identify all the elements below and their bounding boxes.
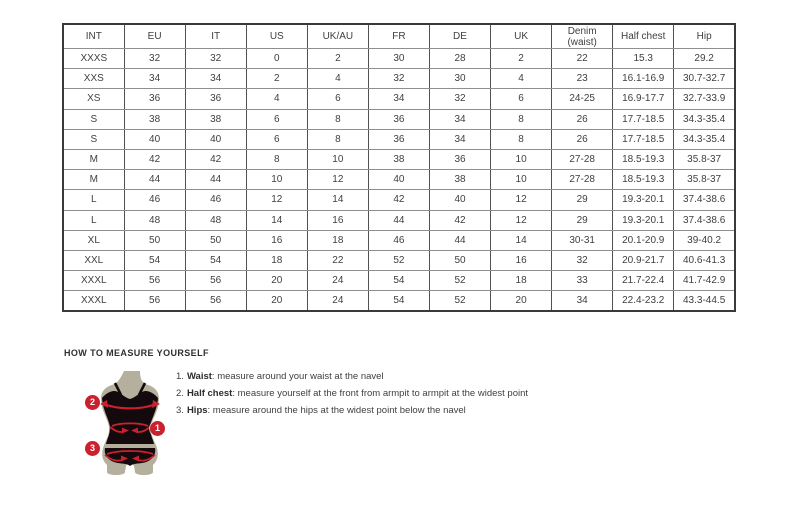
size-cell: 43.3-44.5 (674, 291, 735, 312)
size-cell: 40 (124, 129, 185, 149)
size-cell: XXXL (63, 271, 124, 291)
measure-step-hips (176, 405, 528, 416)
size-cell: 12 (491, 210, 552, 230)
size-cell: 6 (491, 89, 552, 109)
step-number: 2. (176, 387, 184, 399)
size-cell: 35.8-37 (674, 149, 735, 169)
size-cell: 30 (429, 69, 490, 89)
size-cell: 54 (368, 271, 429, 291)
header-cell: UK/AU (307, 24, 368, 49)
size-cell: 12 (307, 170, 368, 190)
size-cell: 38 (368, 149, 429, 169)
size-cell: 2 (491, 49, 552, 69)
size-cell: 32 (429, 89, 490, 109)
step-term: Hips (186, 404, 208, 416)
size-cell: 50 (429, 250, 490, 270)
size-cell: 46 (124, 190, 185, 210)
size-cell: 56 (124, 291, 185, 312)
size-cell: 32 (552, 250, 613, 270)
size-cell: 44 (124, 170, 185, 190)
header-cell: UK (491, 24, 552, 49)
size-cell: 12 (491, 190, 552, 210)
step-description: : measure yourself at the front from armpit to armpit at the widest point (232, 387, 529, 399)
size-cell: XXL (63, 250, 124, 270)
measure-steps (176, 371, 528, 421)
size-cell: 46 (368, 230, 429, 250)
size-cell: 34 (429, 109, 490, 129)
size-cell: 0 (246, 49, 307, 69)
size-cell: 17.7-18.5 (613, 129, 674, 149)
size-cell: 44 (185, 170, 246, 190)
size-cell: 52 (368, 250, 429, 270)
size-cell: 23 (552, 69, 613, 89)
size-cell: 24-25 (552, 89, 613, 109)
size-cell: 8 (307, 129, 368, 149)
size-cell: 38 (429, 170, 490, 190)
size-cell: 16 (246, 230, 307, 250)
size-cell: 37.4-38.6 (674, 190, 735, 210)
size-cell: 42 (429, 210, 490, 230)
size-cell: 15.3 (613, 49, 674, 69)
size-cell: 30.7-32.7 (674, 69, 735, 89)
badge-half-chest: 2 (85, 395, 100, 410)
size-cell: 30 (368, 49, 429, 69)
size-cell: 44 (368, 210, 429, 230)
table-row (63, 89, 735, 109)
size-cell: 29.2 (674, 49, 735, 69)
size-cell: 20 (246, 291, 307, 312)
header-cell: US (246, 24, 307, 49)
size-cell: 4 (491, 69, 552, 89)
size-cell: 18.5-19.3 (613, 149, 674, 169)
measure-step-half-chest (176, 388, 528, 399)
size-cell: 10 (246, 170, 307, 190)
size-cell: 8 (246, 149, 307, 169)
size-cell: 26 (552, 129, 613, 149)
size-cell: 28 (429, 49, 490, 69)
size-cell: 36 (368, 129, 429, 149)
size-cell: 50 (124, 230, 185, 250)
size-cell: 30-31 (552, 230, 613, 250)
size-cell: 19.3-20.1 (613, 210, 674, 230)
size-cell: 56 (185, 271, 246, 291)
size-cell: 20 (491, 291, 552, 312)
size-cell: 56 (185, 291, 246, 312)
size-cell: 16.1-16.9 (613, 69, 674, 89)
size-cell: 4 (246, 89, 307, 109)
size-cell: 54 (185, 250, 246, 270)
size-cell: 34 (124, 69, 185, 89)
size-cell: 34 (552, 291, 613, 312)
size-cell: 42 (185, 149, 246, 169)
size-cell: S (63, 129, 124, 149)
header-cell: FR (368, 24, 429, 49)
size-cell: 19.3-20.1 (613, 190, 674, 210)
size-cell: 32 (124, 49, 185, 69)
size-cell: 10 (307, 149, 368, 169)
size-cell: 24 (307, 271, 368, 291)
header-cell: DE (429, 24, 490, 49)
size-cell: 22 (307, 250, 368, 270)
size-cell: 27-28 (552, 149, 613, 169)
measure-section-title: HOW TO MEASURE YOURSELF (64, 348, 209, 358)
size-cell: 40 (368, 170, 429, 190)
size-cell: 14 (491, 230, 552, 250)
header-cell: EU (124, 24, 185, 49)
size-cell: XXXS (63, 49, 124, 69)
size-cell: 35.8-37 (674, 170, 735, 190)
size-cell: 2 (307, 49, 368, 69)
size-cell: M (63, 170, 124, 190)
size-cell: 36 (185, 89, 246, 109)
size-cell: 16.9-17.7 (613, 89, 674, 109)
size-cell: 24 (307, 291, 368, 312)
size-cell: 8 (491, 109, 552, 129)
size-cell: 20.9-21.7 (613, 250, 674, 270)
table-row (63, 170, 735, 190)
size-cell: 38 (185, 109, 246, 129)
size-cell: 50 (185, 230, 246, 250)
size-cell: 44 (429, 230, 490, 250)
size-cell: 14 (246, 210, 307, 230)
size-chart-header (63, 24, 735, 49)
table-row (63, 109, 735, 129)
table-row (63, 291, 735, 312)
size-cell: 33 (552, 271, 613, 291)
step-number: 1. (176, 371, 184, 382)
step-term: Half chest (186, 387, 233, 399)
size-cell: 10 (491, 149, 552, 169)
size-cell: 34.3-35.4 (674, 129, 735, 149)
size-cell: 34 (368, 89, 429, 109)
size-cell: 21.7-22.4 (613, 271, 674, 291)
size-cell: XXXL (81, 295, 107, 307)
header-cell: Half chest (613, 24, 674, 49)
size-cell: 34.3-35.4 (674, 109, 735, 129)
step-number: 3. (176, 404, 184, 416)
size-cell: XS (63, 89, 124, 109)
size-cell: S (63, 109, 124, 129)
size-cell: 40.6-41.3 (674, 250, 735, 270)
measurement-figure (80, 369, 180, 477)
size-cell: 6 (246, 109, 307, 129)
size-cell: 22 (552, 49, 613, 69)
table-row (63, 129, 735, 149)
size-cell: 22.4-23.2 (613, 291, 674, 312)
step-description: : measure around your waist at the navel (211, 371, 384, 382)
size-cell: L (63, 210, 124, 230)
table-row (63, 149, 735, 169)
header-cell: Denim (waist) (552, 24, 613, 49)
table-row (63, 49, 735, 69)
size-cell: 18.5-19.3 (613, 170, 674, 190)
size-cell: 4 (307, 69, 368, 89)
header-cell: INT (63, 24, 124, 49)
size-cell: 38 (124, 109, 185, 129)
size-cell: 18 (307, 230, 368, 250)
size-cell: 40 (429, 190, 490, 210)
header-row (63, 24, 735, 49)
table-row (63, 210, 735, 230)
size-chart-table (62, 23, 736, 312)
size-cell: 32 (368, 69, 429, 89)
size-cell: 12 (246, 190, 307, 210)
size-cell: 36 (124, 89, 185, 109)
size-cell: 54 (124, 250, 185, 270)
size-cell: 34 (429, 129, 490, 149)
size-cell: 6 (246, 129, 307, 149)
header-cell: IT (185, 24, 246, 49)
size-cell: 52 (429, 271, 490, 291)
size-cell: 20 (246, 271, 307, 291)
size-cell: 6 (307, 89, 368, 109)
header-cell: Hip (674, 24, 735, 49)
size-cell: 48 (124, 210, 185, 230)
table-row (63, 230, 735, 250)
size-cell: 14 (307, 190, 368, 210)
size-cell: 26 (552, 109, 613, 129)
size-cell: 16 (307, 210, 368, 230)
size-cell: 54 (368, 291, 429, 312)
size-cell: 20.1-20.9 (613, 230, 674, 250)
size-cell: 34 (185, 69, 246, 89)
size-cell: 2 (246, 69, 307, 89)
size-cell: 16 (491, 250, 552, 270)
size-cell: 8 (307, 109, 368, 129)
table-row (63, 69, 735, 89)
size-cell: 10 (491, 170, 552, 190)
size-cell: 36 (368, 109, 429, 129)
table-row (63, 271, 735, 291)
size-cell: M (63, 149, 124, 169)
size-cell: 17.7-18.5 (613, 109, 674, 129)
size-cell: 41.7-42.9 (674, 271, 735, 291)
size-cell: 39-40.2 (674, 230, 735, 250)
size-cell: 18 (491, 271, 552, 291)
step-description: : measure around the hips at the widest point below the navel (207, 404, 466, 416)
table-row (63, 190, 735, 210)
size-cell: 42 (368, 190, 429, 210)
table-row (63, 250, 735, 270)
size-cell: 18 (246, 250, 307, 270)
size-cell: 40 (185, 129, 246, 149)
measure-step-waist (176, 371, 528, 382)
size-cell: 56 (124, 271, 185, 291)
size-cell: 29 (552, 210, 613, 230)
size-cell: 27-28 (552, 170, 613, 190)
size-cell: 29 (552, 190, 613, 210)
size-cell: 32.7-33.9 (674, 89, 735, 109)
size-cell: 8 (491, 129, 552, 149)
size-cell: 42 (124, 149, 185, 169)
size-cell: L (63, 190, 124, 210)
size-cell: XL (63, 230, 124, 250)
size-cell: 48 (185, 210, 246, 230)
size-cell: XXS (63, 69, 124, 89)
step-term: Waist (186, 371, 212, 382)
size-cell: 52 (429, 291, 490, 312)
size-cell: 37.4-38.6 (674, 210, 735, 230)
size-chart-body (63, 49, 735, 312)
mannequin-illustration (80, 369, 180, 477)
size-cell: 46 (185, 190, 246, 210)
size-cell: 32 (185, 49, 246, 69)
badge-hips: 3 (85, 441, 100, 456)
size-cell: 36 (429, 149, 490, 169)
badge-waist: 1 (150, 421, 165, 436)
